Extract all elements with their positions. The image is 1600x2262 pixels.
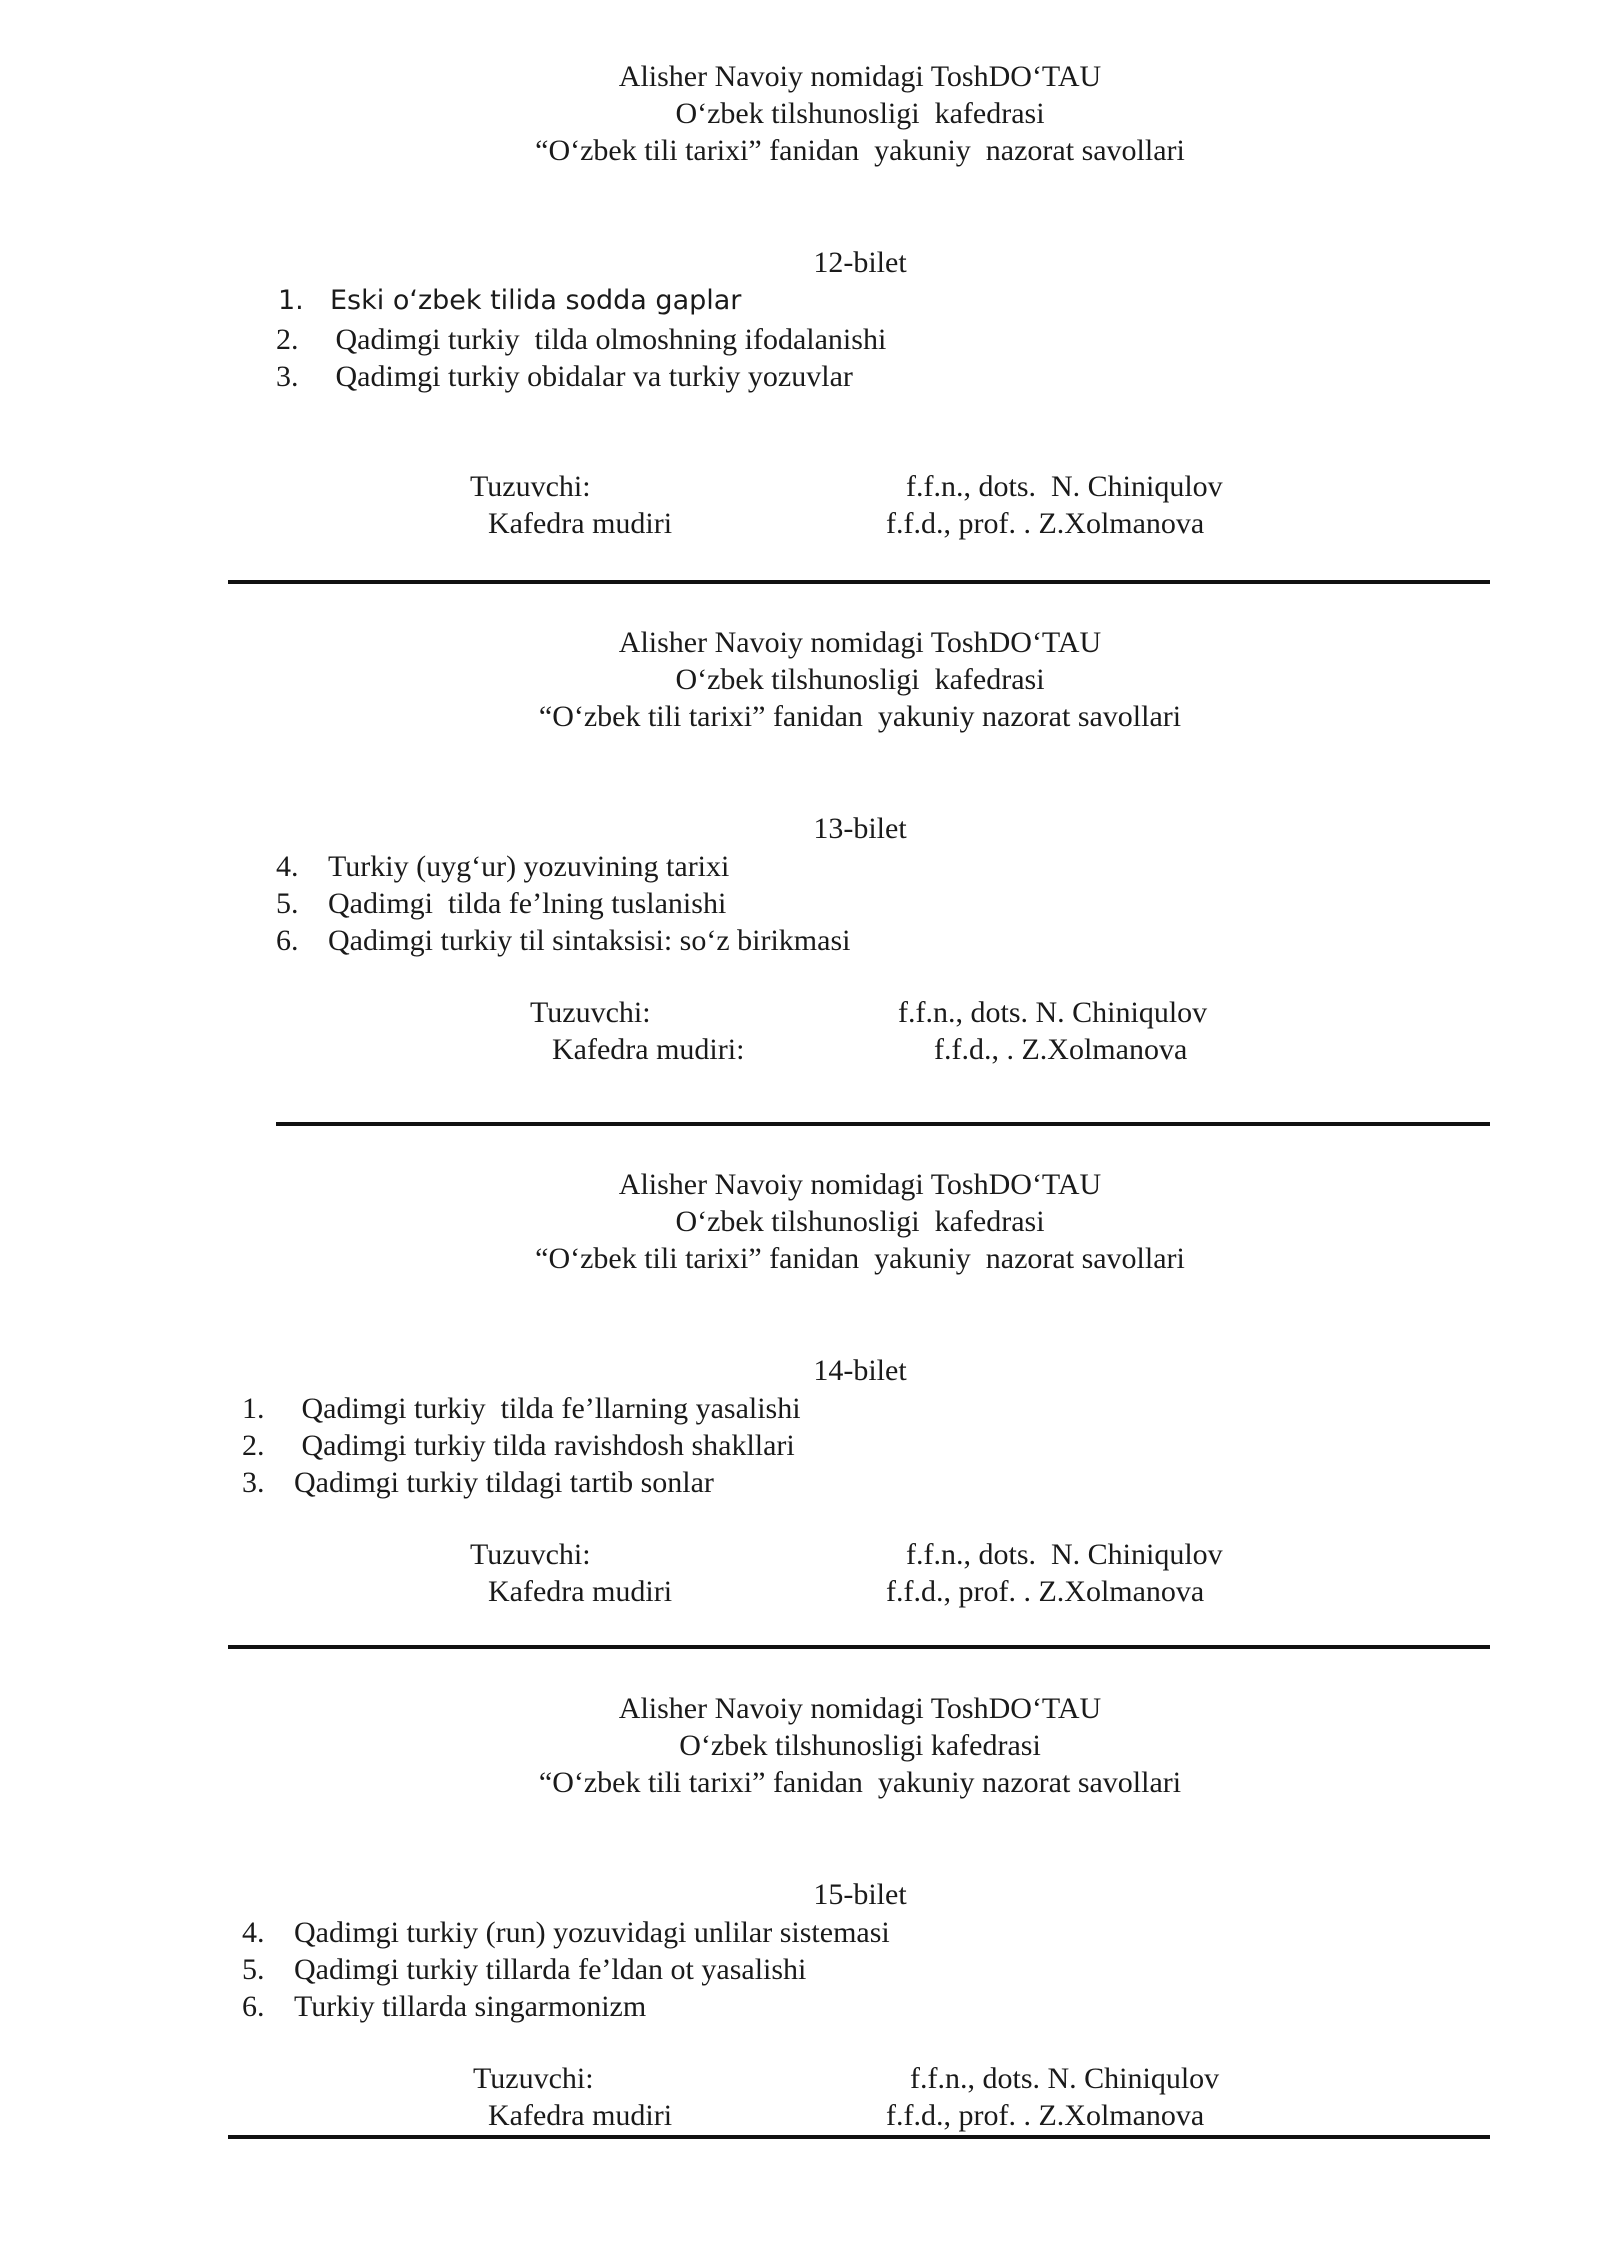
- subject-title: “O‘zbek tili tarixi” fanidan yakuniy nazorat savollari: [535, 134, 1185, 167]
- question-item: [276, 358, 853, 395]
- question-item: [278, 282, 741, 319]
- question-text: Qadimgi turkiy til sintaksisi: so‘z birikmasi: [328, 924, 851, 957]
- compiler-label: Tuzuvchi:: [530, 996, 651, 1029]
- ticket-number: 12-bilet: [813, 246, 907, 279]
- ticket-number: 15-bilet: [813, 1878, 907, 1911]
- question-item: [242, 1951, 806, 1988]
- separator-line: [228, 2135, 1490, 2139]
- question-item: [276, 848, 729, 885]
- question-number: 3.: [276, 360, 299, 393]
- question-text: Qadimgi turkiy (run) yozuvidagi unlilar sistemasi: [294, 1916, 890, 1949]
- question-number: 4.: [276, 850, 299, 883]
- compiler-name: f.f.n., dots. N. Chiniqulov: [910, 2062, 1220, 2095]
- compiler-label: Tuzuvchi:: [470, 1538, 591, 1571]
- question-item: [242, 1464, 714, 1501]
- question-number: 1.: [278, 285, 304, 316]
- compiler-name: f.f.n., dots. N. Chiniqulov: [906, 1538, 1223, 1571]
- question-number: 6.: [276, 924, 299, 957]
- university-name: Alisher Navoiy nomidagi ToshDO‘TAU: [618, 1168, 1102, 1201]
- question-item: [242, 1390, 801, 1427]
- head-name: f.f.d., prof. . Z.Xolmanova: [886, 2099, 1205, 2132]
- university-name: Alisher Navoiy nomidagi ToshDO‘TAU: [618, 626, 1102, 659]
- question-number: 2.: [242, 1429, 265, 1462]
- question-text: Qadimgi turkiy tilda olmoshning ifodalanishi: [328, 323, 887, 356]
- compiler-name: f.f.n., dots. N. Chiniqulov: [898, 996, 1208, 1029]
- question-item: [242, 1427, 795, 1464]
- question-number: 3.: [242, 1466, 265, 1499]
- question-number: 1.: [242, 1392, 265, 1425]
- question-text: Qadimgi turkiy tilda ravishdosh shakllari: [294, 1429, 795, 1462]
- question-text: Qadimgi turkiy tillarda fe’ldan ot yasalishi: [294, 1953, 807, 1986]
- university-name: Alisher Navoiy nomidagi ToshDO‘TAU: [618, 60, 1102, 93]
- ticket-number: 14-bilet: [813, 1354, 907, 1387]
- question-number: 5.: [242, 1953, 265, 1986]
- compiler-label: Tuzuvchi:: [473, 2062, 594, 2095]
- subject-title: “O‘zbek tili tarixi” fanidan yakuniy nazorat savollari: [535, 1242, 1185, 1275]
- department-name: O‘zbek tilshunosligi kafedrasi: [675, 663, 1045, 696]
- compiler-name: f.f.n., dots. N. Chiniqulov: [906, 470, 1223, 503]
- question-number: 2.: [276, 323, 299, 356]
- head-name: f.f.d., prof. . Z.Xolmanova: [886, 507, 1205, 540]
- question-text: Qadimgi turkiy obidalar va turkiy yozuvlar: [328, 360, 853, 393]
- question-item: [242, 1914, 890, 1951]
- ticket-header: [0, 1690, 1600, 1801]
- head-label: Kafedra mudiri: [488, 507, 673, 540]
- department-name: O‘zbek tilshunosligi kafedrasi: [675, 1205, 1045, 1238]
- question-item: [276, 922, 850, 959]
- head-name: f.f.d., prof. . Z.Xolmanova: [886, 1575, 1205, 1608]
- department-name: O‘zbek tilshunosligi kafedrasi: [675, 97, 1045, 130]
- separator-line: [228, 580, 1490, 584]
- department-name: O‘zbek tilshunosligi kafedrasi: [679, 1729, 1041, 1762]
- ticket-header: [0, 58, 1600, 169]
- head-label: Kafedra mudiri: [488, 2099, 673, 2132]
- question-text: Qadimgi turkiy tildagi tartib sonlar: [294, 1466, 714, 1499]
- question-item: [242, 1988, 646, 2025]
- question-text: Qadimgi tilda fe’lning tuslanishi: [328, 887, 727, 920]
- question-text: Turkiy (uyg‘ur) yozuvining tarixi: [328, 850, 730, 883]
- question-number: 6.: [242, 1990, 265, 2023]
- question-text: Eski o‘zbek tilida sodda gaplar: [330, 285, 742, 316]
- subject-title: “O‘zbek tili tarixi” fanidan yakuniy nazorat savollari: [538, 700, 1182, 733]
- question-item: [276, 885, 726, 922]
- separator-line: [276, 1122, 1490, 1126]
- head-label: Kafedra mudiri: [488, 1575, 673, 1608]
- head-name: f.f.d., . Z.Xolmanova: [934, 1033, 1188, 1066]
- ticket-number: 13-bilet: [813, 812, 907, 845]
- question-item: [276, 321, 886, 358]
- compiler-label: Tuzuvchi:: [470, 470, 591, 503]
- question-number: 5.: [276, 887, 299, 920]
- ticket-header: [0, 624, 1600, 735]
- subject-title: “O‘zbek tili tarixi” fanidan yakuniy nazorat savollari: [538, 1766, 1182, 1799]
- question-text: Turkiy tillarda singarmonizm: [294, 1990, 647, 2023]
- ticket-header: [0, 1166, 1600, 1277]
- question-number: 4.: [242, 1916, 265, 1949]
- university-name: Alisher Navoiy nomidagi ToshDO‘TAU: [618, 1692, 1102, 1725]
- question-text: Qadimgi turkiy tilda fe’llarning yasalishi: [294, 1392, 801, 1425]
- head-label: Kafedra mudiri:: [552, 1033, 745, 1066]
- separator-line: [228, 1645, 1490, 1649]
